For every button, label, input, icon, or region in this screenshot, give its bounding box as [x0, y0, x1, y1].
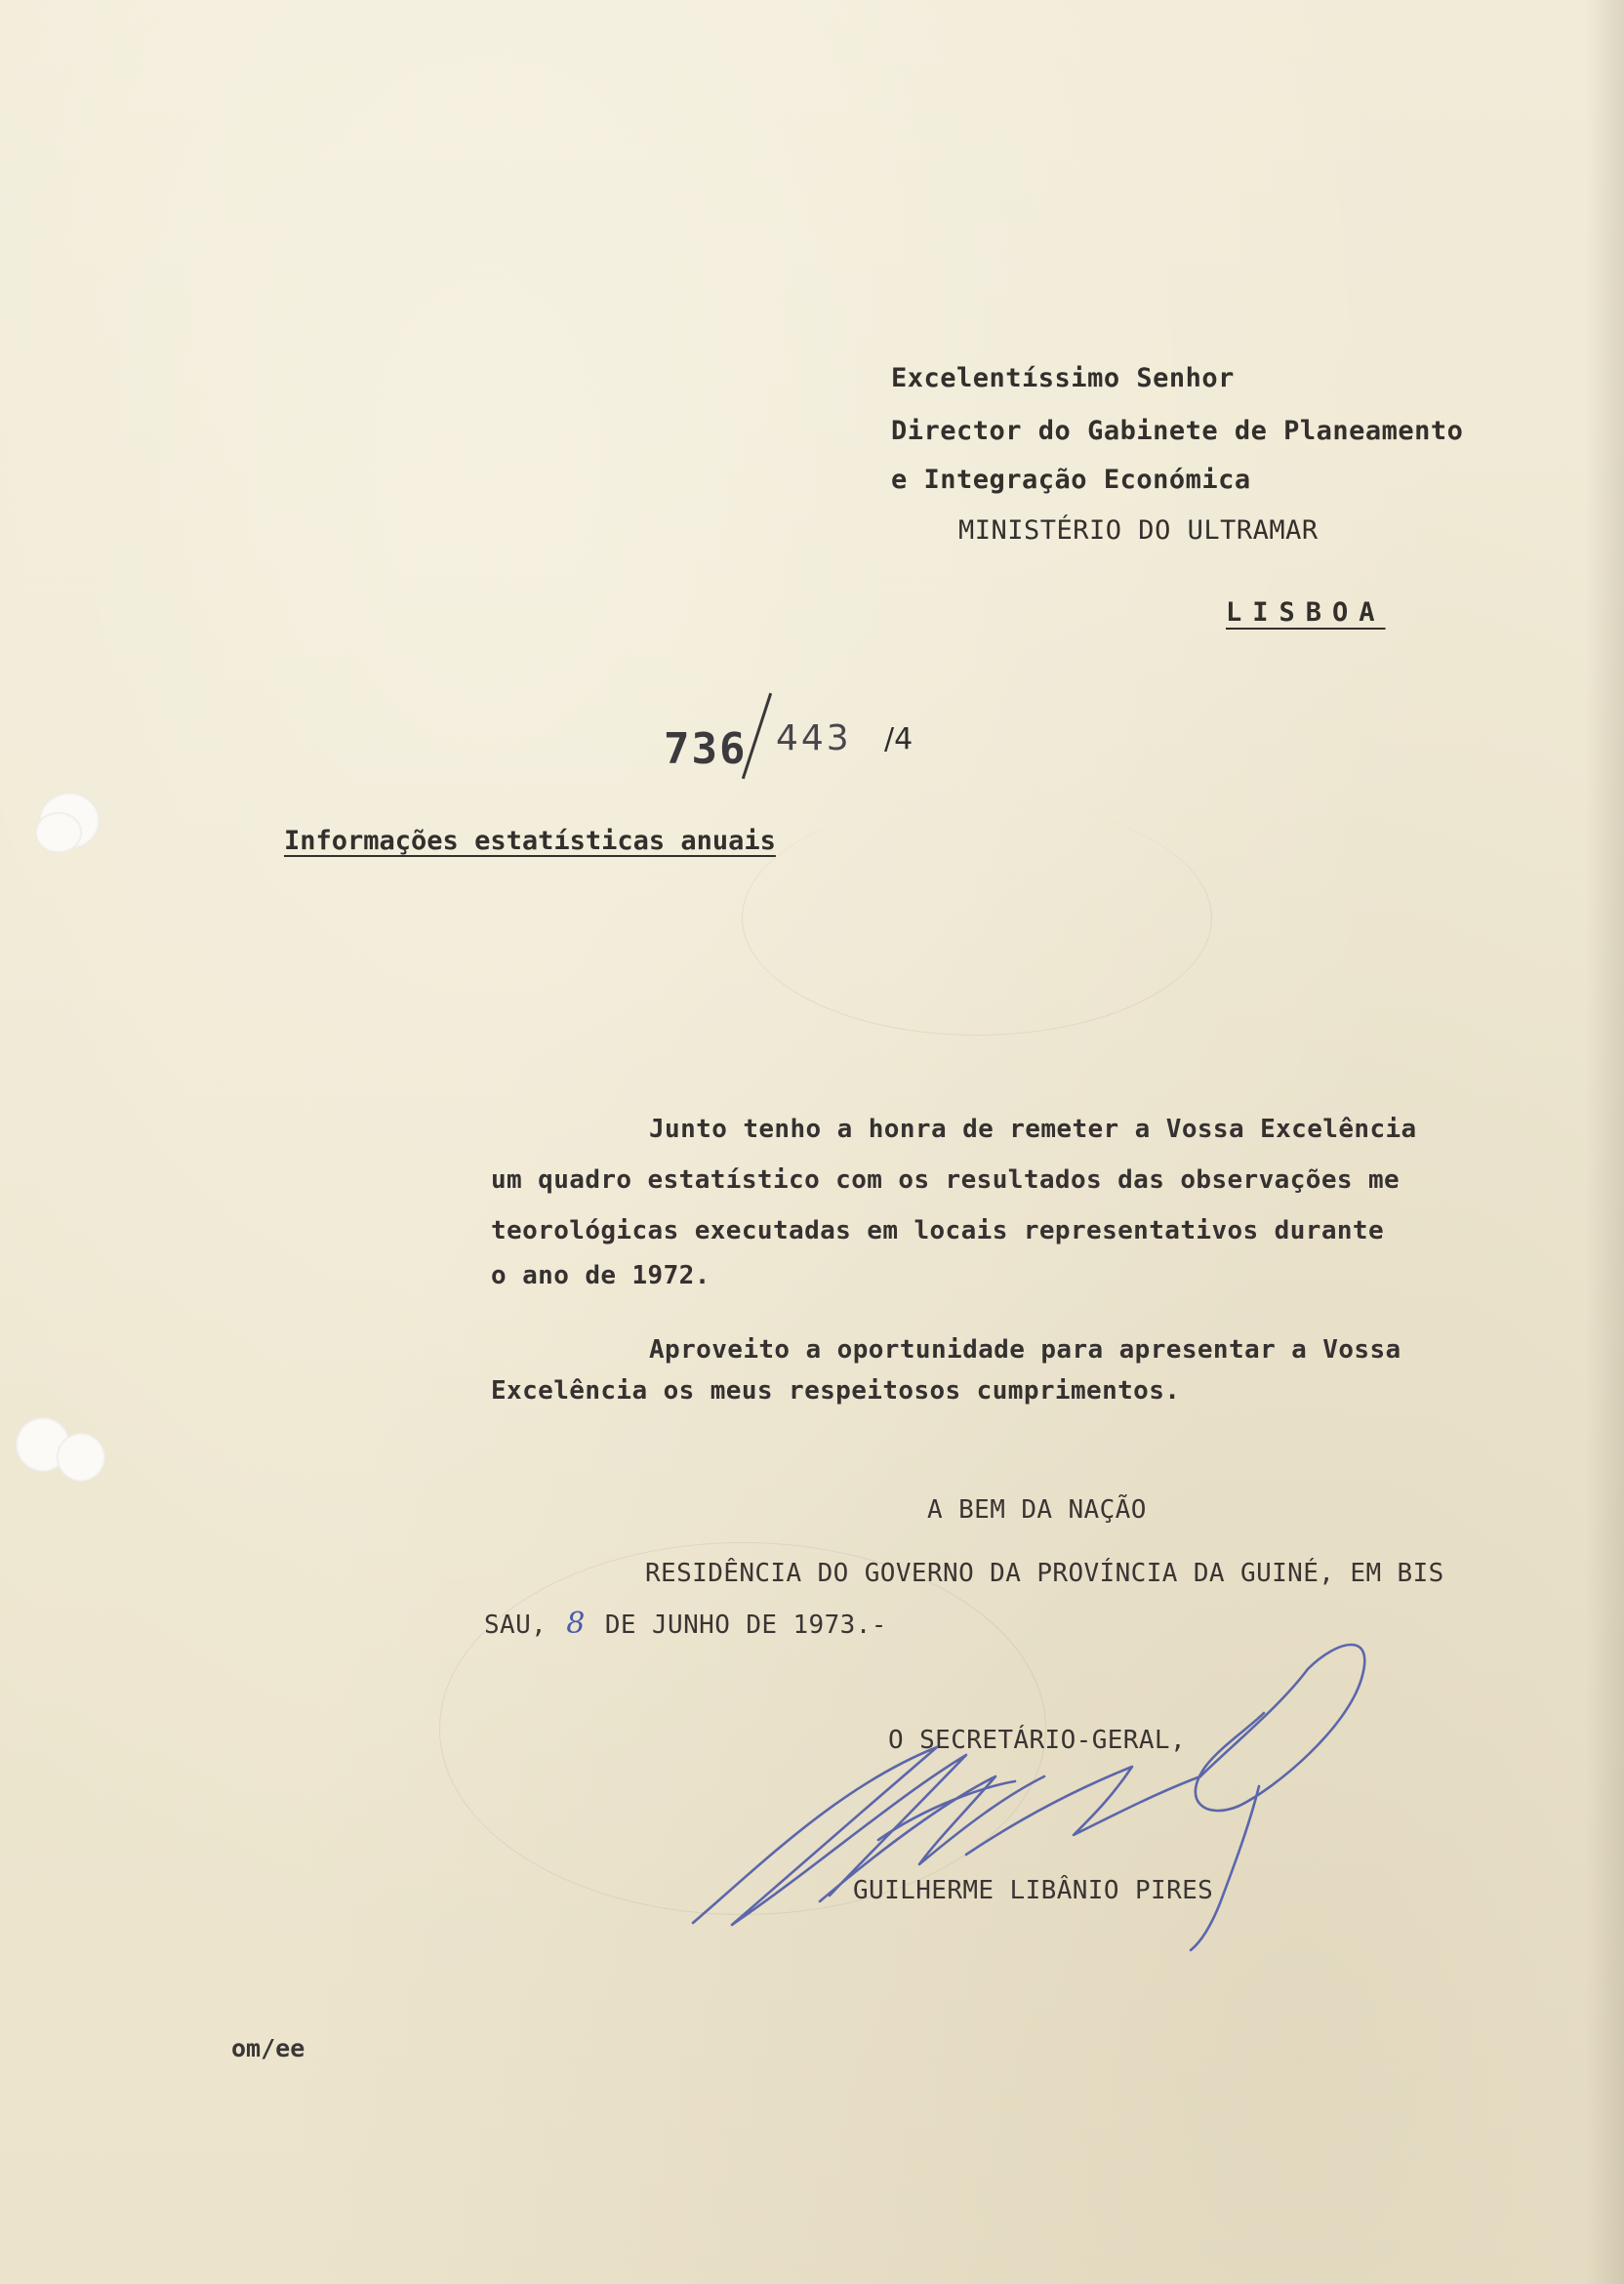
signatory-name: GUILHERME LIBÂNIO PIRES	[853, 1876, 1214, 1905]
closing-location-line: RESIDÊNCIA DO GOVERNO DA PROVÍNCIA DA GUINÉ, EM BIS	[645, 1559, 1444, 1588]
paper-edge-shadow	[1585, 0, 1624, 2284]
closing-date-line	[484, 1607, 887, 1641]
reference-handwritten-number: 443	[776, 718, 852, 758]
signature-stroke	[966, 1767, 1200, 1855]
body-paragraph1-line: Junto tenho a honra de remeter a Vossa Excelência	[649, 1115, 1417, 1144]
handwritten-signature	[673, 1640, 1396, 1952]
closing-motto: A BEM DA NAÇÃO	[927, 1495, 1147, 1525]
signature-stroke	[1196, 1645, 1364, 1811]
addressee-city: LISBOA	[1226, 597, 1386, 628]
addressee-department: e Integração Económica	[891, 465, 1251, 495]
addressee-ministry: MINISTÉRIO DO ULTRAMAR	[958, 515, 1319, 546]
letter-subject: Informações estatísticas anuais	[284, 826, 776, 856]
handwritten-day: 8	[566, 1607, 586, 1641]
body-paragraph1-line: um quadro estatístico com os resultados das observações me	[491, 1165, 1401, 1195]
body-paragraph1-line: teorológicas executadas em locais representativos durante	[491, 1216, 1385, 1245]
body-paragraph2-line: Excelência os meus respeitosos cumprimentos.	[491, 1376, 1181, 1406]
reference-suffix: /4	[884, 722, 914, 756]
addressee-salutation: Excelentíssimo Senhor	[891, 363, 1235, 393]
signatory-title: O SECRETÁRIO-GERAL,	[888, 1726, 1187, 1755]
punch-hole-lower-tear	[57, 1433, 105, 1482]
body-paragraph2-line: Aproveito a oportunidade para apresentar a Vossa	[649, 1335, 1401, 1365]
typist-initials: om/ee	[231, 2034, 305, 2062]
body-paragraph1-line: o ano de 1972.	[491, 1261, 710, 1290]
punch-hole-upper-tear	[35, 812, 82, 853]
date-suffix: DE JUNHO DE 1973.-	[604, 1611, 887, 1640]
addressee-position: Director do Gabinete de Planeamento	[891, 416, 1464, 446]
paper-stain	[742, 800, 1212, 1036]
reference-stamp-number: 736	[664, 724, 748, 774]
date-prefix: SAU,	[484, 1611, 548, 1640]
signature-stroke	[693, 1747, 966, 1925]
signature-stroke	[820, 1776, 1044, 1901]
